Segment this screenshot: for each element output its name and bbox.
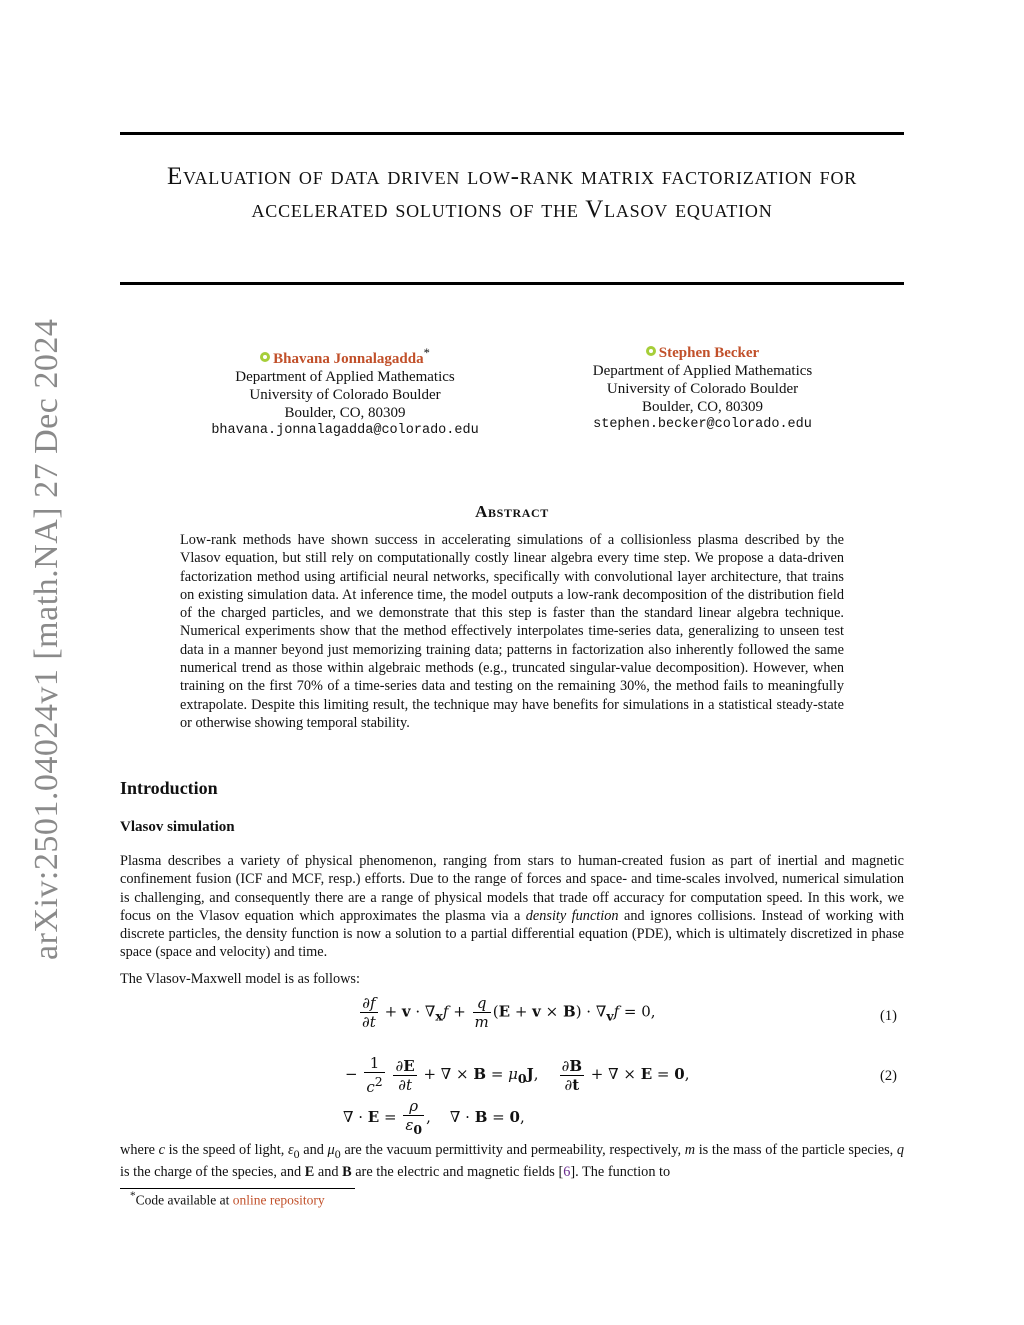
title-bottom-rule [120, 282, 904, 285]
equation-2-line-2: ∇ · E = $\frac{\rho}{\varepsilon_0}$ , ∇ · B = 0, [343, 1097, 525, 1137]
abstract-heading: Abstract [475, 502, 549, 521]
repository-link[interactable]: online repository [232, 1192, 325, 1208]
equation-number: (1) [880, 1008, 897, 1024]
arxiv-side-stamp: arXiv:2501.04024v1 [math.NA] 27 Dec 2024 [28, 318, 65, 960]
intro-paragraph-1: Plasma describes a variety of physical phenomenon, ranging from stars to human-created fusion as part of inertial and magnetic confinement fusion (ICF and MCF, resp.) efforts. Due to the range of forces and space- and time-scales involved, numerical simulation is challenging, and consequently there are a range of physical models that trade off accuracy for computation speed. In this work, we focus on the Vlasov equation which approximates the plasma via a density function and ignores collisions. Instead of working with discrete particles, the density function is now a solution to a partial differential equation (PDE), which is ultimately discretized in phase space (space and velocity) and time. [120, 853, 904, 961]
intro-paragraph-2: The Vlasov-Maxwell model is as follows: [120, 971, 360, 987]
author-block-2 [560, 344, 845, 434]
orcid-icon[interactable] [646, 346, 656, 356]
author-department: Department of Applied Mathematics [235, 369, 455, 385]
author-university: University of Colorado Boulder [606, 381, 799, 397]
title-top-rule [120, 132, 904, 135]
equation-number: (2) [880, 1068, 897, 1084]
section-heading: Introduction [120, 778, 218, 798]
subsection-heading: Vlasov simulation [120, 819, 235, 835]
author-name[interactable]: Bhavana Jonnalagadda [273, 351, 424, 367]
emphasis-density-function: density function [525, 907, 619, 924]
footnote: *Code available at online repository [130, 1190, 325, 1208]
author-city: Boulder, CO, 80309 [284, 405, 406, 421]
author-university: University of Colorado Boulder [249, 387, 441, 403]
author-email[interactable]: stephen.becker@colorado.edu [593, 417, 812, 432]
orcid-icon[interactable] [260, 352, 270, 362]
author-city: Boulder, CO, 80309 [641, 399, 764, 415]
author-name[interactable]: Stephen Becker [658, 345, 760, 361]
citation-link[interactable]: 6 [563, 1164, 571, 1181]
author-department: Department of Applied Mathematics [592, 363, 813, 379]
author-block-1 [190, 344, 500, 440]
abstract-text: Low-rank methods have shown success in accelerating simulations of a collisionless plasma described by the Vlasov equation, but still rely on computationally costly linear algebra every time step. We propose a data-driven factorization method using artificial neural networks, specifically with convolutional layer architecture, that trains on existing simulation data. At inference time, the model outputs a low-rank decomposition of the distribution field of the charged particles, and we demonstrate that this step is faster than the standard linear algebra technique. Numerical experiments show that the method effectively interpolates time-series data, generalizing to unseen test data in a manner beyond just memorizing training data; patterns in factorization also inherently followed the same numerical trend as those within algebraic methods (e.g., truncated singular-value decomposition). However, when training on the first 70% of a time-series data and testing on the remaining 30%, the method fails to meaningfully extrapolate. Despite this limiting result, the technique may have benefits for simulations in a statistical steady-state or otherwise showing temporal stability. [180, 532, 844, 731]
author-email[interactable]: bhavana.jonnalagadda@colorado.edu [211, 423, 479, 438]
paper-title: Evaluation of data driven low-rank matrix factorization for accelerated solutions of the Vlasov equation [166, 163, 858, 223]
author-footnote-marker: * [423, 346, 430, 360]
footnote-rule [120, 1188, 355, 1189]
equation-2-line-1: − $\frac{1}{c^2}$ $\frac{\partial E}{\partial t}$ + ∇ × $B = \mu_0J$, $\frac{\partial B}{\partial t}$ + ∇ × E = 0, [345, 1054, 690, 1096]
equation-1: $\frac{\partial f}{\partial t}$ + $v \cdot \nabla_xf$ + $\frac{q}{m}$ $(E + v \times B) \cdot \nabla_vf = 0$, [362, 994, 656, 1031]
intro-paragraph-3: where c is the speed of light, $\varepsilon_0$ and $\mu_0$ are the vacuum permittivity and permeability, respectively, m is the mass of the particle species, q is the charge of the species, and E and B are the electric and magnetic fields [6]. The function to [120, 1142, 905, 1181]
